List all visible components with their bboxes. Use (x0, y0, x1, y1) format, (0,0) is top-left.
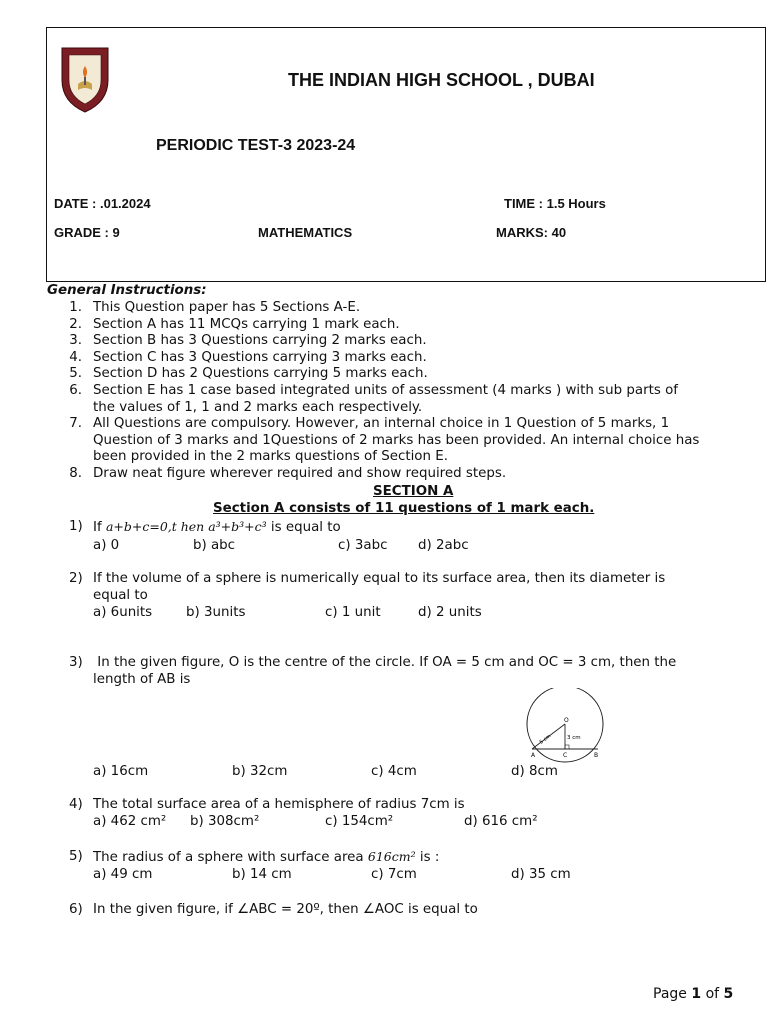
q1-option-c: c) 3abc (338, 538, 388, 553)
question-5-text (93, 849, 439, 867)
section-a-title: SECTION A (373, 484, 454, 499)
circle-figure (522, 688, 608, 764)
q4-option-d: d) 616 cm² (464, 814, 538, 829)
of-word: of (705, 986, 720, 1002)
instruction-text: been provided in the 2 marks questions of Section E. (93, 449, 448, 465)
school-logo (58, 44, 112, 114)
q4-option-a: a) 462 cm² (93, 814, 167, 829)
question-6-number: 6) (69, 902, 83, 917)
page-word: Page (653, 986, 687, 1002)
q5-option-b: b) 14 cm (232, 867, 292, 882)
instruction-text: Section E has 1 case based integrated units of assessment (4 marks ) with sub parts of (93, 382, 678, 398)
current-page: 1 (691, 986, 702, 1002)
figure-label-o: O (564, 717, 569, 724)
question-1-math: a+b+c=0,t hen a³+b³+c³ (105, 519, 267, 534)
date-label: DATE : .01.2024 (54, 196, 151, 211)
instruction-text: the values of 1, 1 and 2 marks each respectively. (93, 399, 423, 415)
q2-option-c: c) 1 unit (325, 605, 381, 620)
question-1-suffix: is equal to (270, 520, 341, 535)
q3-option-c: c) 4cm (371, 764, 417, 779)
instruction-text: All Questions are compulsory. However, an internal choice in 1 Question of 5 marks, 1 (93, 416, 670, 432)
q5-option-a: a) 49 cm (93, 867, 153, 882)
question-1-prefix: If (93, 520, 102, 535)
q3-option-d: d) 8cm (511, 764, 558, 779)
question-5-number: 5) (69, 849, 83, 864)
instruction-text: Draw neat figure wherever required and show required steps. (93, 465, 507, 481)
question-2-number: 2) (69, 571, 83, 586)
q1-option-a: a) 0 (93, 538, 120, 553)
figure-label-oa: 5 cm (538, 733, 553, 746)
q3-option-b: b) 32cm (232, 764, 288, 779)
header-box (46, 27, 766, 282)
instruction-number: 7. (69, 416, 82, 432)
figure-label-oc: 3 cm (567, 735, 581, 741)
q1-option-d: d) 2abc (418, 538, 469, 553)
question-3-number: 3) (69, 655, 83, 670)
instruction-number: 3. (69, 333, 82, 349)
instruction-text: Question of 3 marks and 1Questions of 2 marks has been provided. An internal choice has (93, 432, 700, 448)
instruction-number: 1. (69, 300, 82, 315)
q2-option-d: d) 2 units (418, 605, 482, 620)
instruction-number: 2. (69, 316, 82, 332)
grade-label: GRADE : 9 (54, 225, 120, 240)
instruction-text: Section D has 2 Questions carrying 5 marks each. (93, 366, 428, 382)
instruction-text: Section B has 3 Questions carrying 2 marks each. (93, 333, 427, 349)
question-4-number: 4) (69, 797, 83, 812)
q2-option-b: b) 3units (186, 605, 246, 620)
school-name: THE INDIAN HIGH SCHOOL , DUBAI (288, 70, 595, 90)
section-a-subtitle: Section A consists of 11 questions of 1 mark each. (213, 501, 595, 516)
subject-label: MATHEMATICS (258, 225, 353, 240)
instructions-heading: General Instructions: (47, 283, 207, 298)
instruction-text: Section C has 3 Questions carrying 3 marks each. (93, 349, 427, 365)
question-1-number: 1) (69, 519, 83, 534)
question-5-math: 616cm² (367, 849, 416, 864)
question-3-line-2: length of AB is (93, 672, 191, 687)
q4-option-b: b) 308cm² (190, 814, 260, 829)
question-2-line-1: If the volume of a sphere is numerically equal to its surface area, then its diameter is (93, 571, 666, 586)
instruction-text: Section A has 11 MCQs carrying 1 mark each. (93, 316, 400, 332)
question-5-suffix: is : (419, 850, 440, 865)
instruction-text: This Question paper has 5 Sections A-E. (93, 300, 361, 315)
page-footer (653, 986, 733, 1002)
q1-option-b: b) abc (193, 538, 236, 553)
instruction-number: 5. (69, 366, 82, 382)
figure-label-b: B (594, 752, 599, 759)
test-title: PERIODIC TEST-3 2023-24 (156, 137, 356, 154)
q5-option-d: d) 35 cm (511, 867, 571, 882)
question-5-prefix: The radius of a sphere with surface area (93, 850, 364, 865)
question-3-line-1: In the given figure, O is the centre of the circle. If OA = 5 cm and OC = 3 cm, then the (93, 655, 677, 670)
question-4-text: The total surface area of a hemisphere of radius 7cm is (93, 797, 465, 812)
q3-option-a: a) 16cm (93, 764, 149, 779)
question-1-text (93, 519, 341, 537)
figure-label-c: C (563, 752, 568, 759)
marks-label: MARKS: 40 (496, 225, 567, 240)
figure-label-a: A (531, 752, 536, 759)
instruction-number: 6. (69, 382, 82, 398)
q5-option-c: c) 7cm (371, 867, 417, 882)
q2-option-a: a) 6units (93, 605, 153, 620)
question-2-line-2: equal to (93, 588, 148, 603)
question-6-text: In the given figure, if ∠ABC = 20º, then ∠AOC is equal to (93, 902, 478, 917)
total-pages: 5 (723, 986, 734, 1002)
time-label: TIME : 1.5 Hours (504, 196, 606, 211)
instruction-number: 4. (69, 349, 82, 365)
q4-option-c: c) 154cm² (325, 814, 394, 829)
instruction-number: 8. (69, 465, 82, 481)
